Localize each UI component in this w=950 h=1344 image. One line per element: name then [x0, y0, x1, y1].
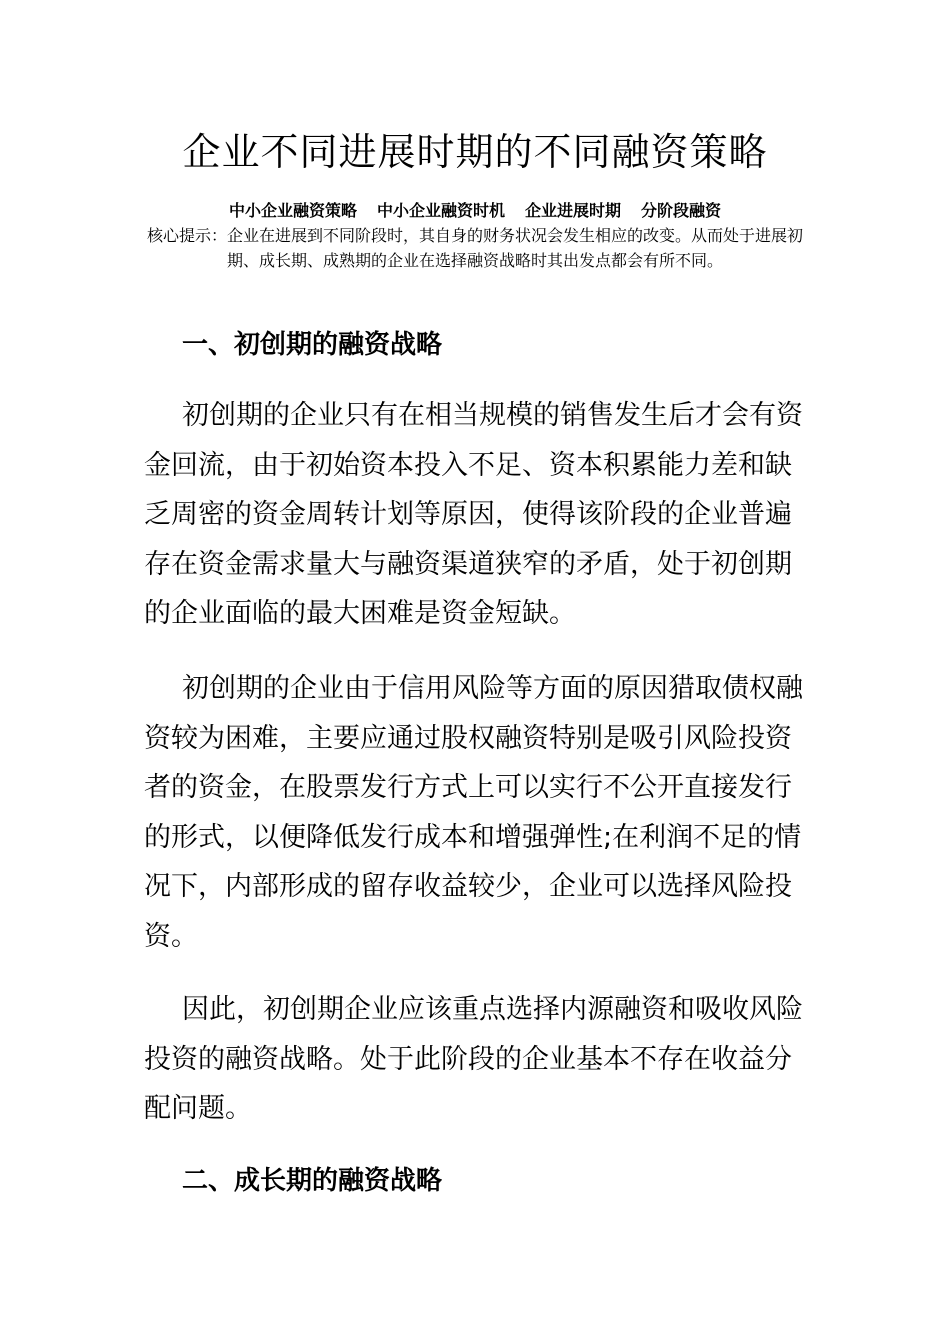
keywords-line — [0, 198, 950, 224]
keyword: 中小企业融资策略 — [228, 201, 357, 220]
body-paragraph: 初创期的企业由于信用风险等方面的原因猎取债权融资较为困难，主要应通过股权融资特别是吸引风险投资者的资金，在股票发行方式上可以实行不公开直接发行的形式，以便降低发行成本和增强弹性;在利润不足的情况下，内部形成的留存收益较少，企业可以选择风险投资。 — [144, 673, 803, 952]
document-title: 企业不同进展时期的不同融资策略 — [182, 130, 768, 174]
body-paragraph: 因此，初创期企业应该重点选择内源融资和吸收风险投资的融资战略。处于此阶段的企业基本不存在收益分配问题。 — [144, 994, 803, 1124]
section-heading: 一、初创期的融资战略 — [182, 330, 443, 360]
section-heading: 二、成长期的融资战略 — [182, 1166, 443, 1196]
keyword: 中小企业融资时机 — [376, 201, 505, 220]
abstract-text: 核心提示：企业在进展到不同阶段时，其自身的财务状况会发生相应的改变。从而处于进展初期、成长期、成熟期的企业在选择融资战略时其出发点都会有所不同。 — [146, 226, 803, 270]
body-paragraph: 初创期的企业只有在相当规模的销售发生后才会有资金回流，由于初始资本投入不足、资本积累能力差和缺乏周密的资金周转计划等原因，使得该阶段的企业普遍存在资金需求量大与融资渠道狭窄的矛盾，处于初创期的企业面临的最大困难是资金短缺。 — [144, 400, 803, 629]
keyword: 企业进展时期 — [525, 201, 622, 220]
keyword: 分阶段融资 — [641, 201, 722, 220]
